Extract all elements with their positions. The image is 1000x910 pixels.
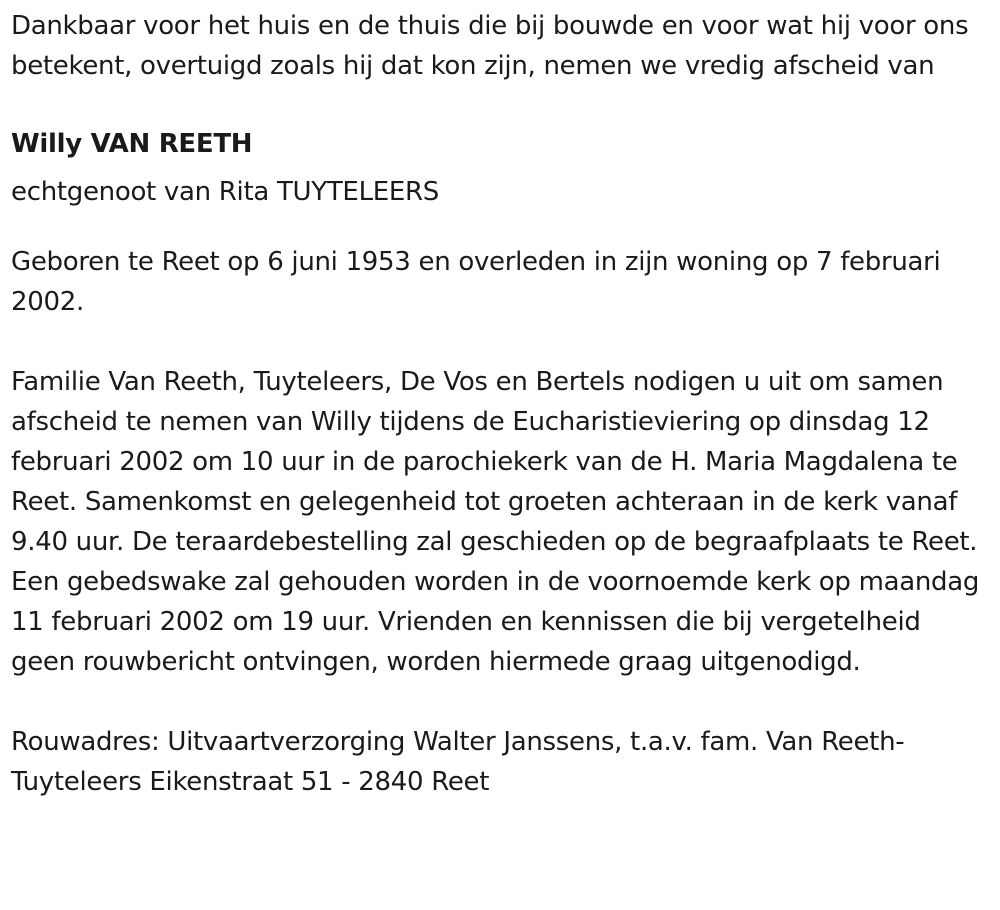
spouse-line: echtgenoot van Rita TUYTELEERS bbox=[11, 177, 439, 207]
ceremony-paragraph: Familie Van Reeth, Tuyteleers, De Vos en Bertels nodigen u uit om samen afscheid te nemen van Willy tijdens de Eucharistieviering op dinsdag 12 februari 2002 om 10 uur in de parochiekerk van de H. Maria Magdalena te Reet. Samenkomst en gelegenheid tot groeten achteraan in de kerk vanaf 9.40 uur. De teraardebestelling zal geschieden op de begraafplaats te Reet. Een gebedswake zal gehouden worden in de voornoemde kerk op maandag 11 februari 2002 om 19 uur. Vrienden en kennissen die bij vergetelheid geen rouwbericht ontvingen, worden hiermede graag uitgenodigd. bbox=[11, 367, 980, 677]
deceased-name: Willy VAN REETH bbox=[11, 129, 253, 159]
obituary-notice bbox=[11, 6, 991, 802]
intro-paragraph: Dankbaar voor het huis en de thuis die bij bouwde en voor wat hij voor ons betekent, overtuigd zoals hij dat kon zijn, nemen we vredig afscheid van bbox=[11, 11, 969, 81]
mourning-address: Rouwadres: Uitvaartverzorging Walter Janssens, t.a.v. fam. Van Reeth-Tuyteleers Eikenstraat 51 - 2840 Reet bbox=[11, 727, 905, 797]
birth-death-paragraph: Geboren te Reet op 6 juni 1953 en overleden in zijn woning op 7 februari 2002. bbox=[11, 247, 941, 317]
